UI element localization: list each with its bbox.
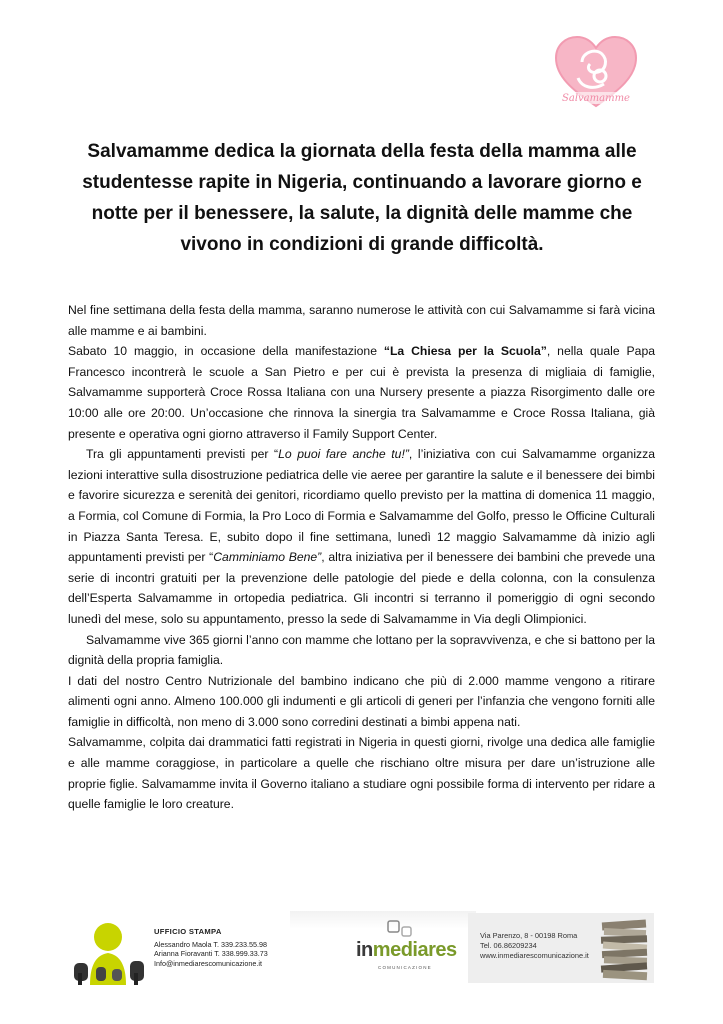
address: Via Parenzo, 8 - 00198 Roma — [480, 931, 578, 940]
paragraph-text: Nel fine settimana della festa della mamma, saranno numerose le attività con cui Salvamamme si farà vicina alle mamme e ai bambini. — [68, 303, 655, 338]
inmediares-logo — [356, 919, 456, 969]
paragraph-text: , nella quale Papa Francesco incontrerà le scuole a San Pietro e per cui è prevista la presenza di migliaia di famiglie, Salvamamme supporterà Croce Rossa Italiana con una Nursery presente a piazza Risorgimento dalle ore 10:00 alle ore 20:00. Un’occasione che rinnova la sinergia tra Salvamamme e Croce Rossa Italiana, già presente e operativa ogni giorno attraverso il Family Support Center. — [68, 344, 655, 441]
footer — [0, 905, 723, 985]
paragraph-text: Salvamamme vive 365 giorni l’anno con mamme che lottano per la sopravvivenza, e che si battono per la dignità della propria famiglia. — [68, 632, 655, 668]
speaker-figure-icon — [68, 915, 148, 985]
paragraph-text: Salvamamme, colpita dai drammatici fatti registrati in Nigeria in questi giorni, rivolge una dedica alle famiglie e alle mamme coraggiose, in particolare a quelle che rischiano oltre misura per dare un’istruzione alle proprie figlie. Salvamamme invita il Governo italiano a studiare ogni possibile forma di intervento per ridare a quelle famiglie le loro creature. — [68, 735, 655, 812]
press-contact: Alessandro Maola T. 339.233.55.98 — [154, 939, 267, 949]
brand-subtitle: COMUNICAZIONE — [378, 965, 432, 970]
initiative-name: Lo puoi fare anche tu!” — [278, 447, 409, 462]
squares-icon — [386, 919, 416, 941]
paragraph — [68, 630, 655, 671]
page-title: Salvamamme dedica la giornata della festa della mamma alle studentesse rapite in Nigeria, continuando a lavorare giorno e notte per il benessere, la salute, la dignità delle mamme che vivono in condizioni di grande difficoltà. — [82, 141, 642, 255]
contact-box — [468, 913, 654, 983]
newspaper-stack-icon — [598, 915, 652, 983]
paragraph-text: I dati del nostro Centro Nutrizionale del bambino indicano che più di 2.000 mamme vengono a ritirare alimenti ogni anno. Almeno 100.000 gli indumenti e gli articoli di generi per l’infanzia che vengono forniti alle famiglie in difficoltà, non meno di 3.000 sono corredini destinati a bimbi appena nati. — [68, 673, 655, 729]
brand-mediares: mediares — [372, 939, 457, 961]
salvamamme-logo — [552, 34, 640, 110]
press-email[interactable]: Info@inmediarescomunicazione.it — [154, 958, 262, 968]
paragraph-text: Tra gli appuntamenti previsti per “ — [86, 447, 279, 462]
paragraph — [68, 341, 655, 444]
paragraph — [68, 732, 655, 814]
paragraph-text: Sabato 10 maggio, in occasione della manifestazione — [68, 344, 384, 359]
press-contact: Arianna Fioravanti T. 338.999.33.73 — [154, 949, 268, 959]
brand-text: Salvamamme — [562, 93, 630, 104]
paragraph — [68, 671, 655, 733]
press-heading: UFFICIO STAMPA — [154, 927, 222, 936]
article-body — [68, 300, 655, 815]
brand-in: in — [356, 939, 373, 961]
press-office — [154, 927, 268, 968]
paragraph-text: , altra iniziativa per il benessere dei bambini che prevede una serie di incontri gratuiti per la prevenzione delle patologie del piede e della colonna, con la consulenza dell’Esperta Salvamamme in ortopedia pediatrica. Gli incontri si terranno il pomeriggio di ogni secondo lunedì del mese, solo su appuntamento, presso la sede di Salvamamme in Via degli Olimpionici. — [68, 550, 655, 626]
paragraph-text: , l’iniziativa con cui Salvamamme organizza lezioni interattive sulla disostruzione pediatrica delle vie aeree per garantire la salute e il benessere dei bimbi e favorire sicurezza e serenità dei genitori, ricordiamo quello previsto per la mattina di domenica 11 maggio, a Formia, col Comune di Formia, la Pro Loco di Formia e Salvamamme del Golfo, presso le Officine Culturali in Piazza Santa Teresa. E, subito dopo il fine settimana, lunedì 12 maggio Salvamamme dà inizio agli appuntamenti previsti per “ — [68, 447, 655, 565]
website-link[interactable]: www.inmediarescomunicazione.it — [480, 951, 589, 961]
heart-mother-child-icon — [552, 34, 640, 110]
paragraph — [68, 444, 655, 629]
event-name: “La Chiesa per la Scuola” — [383, 344, 547, 359]
phone: Tel. 06.86209234 — [480, 941, 537, 951]
initiative-name: Camminiamo Bene” — [213, 550, 322, 565]
paragraph — [68, 300, 655, 341]
